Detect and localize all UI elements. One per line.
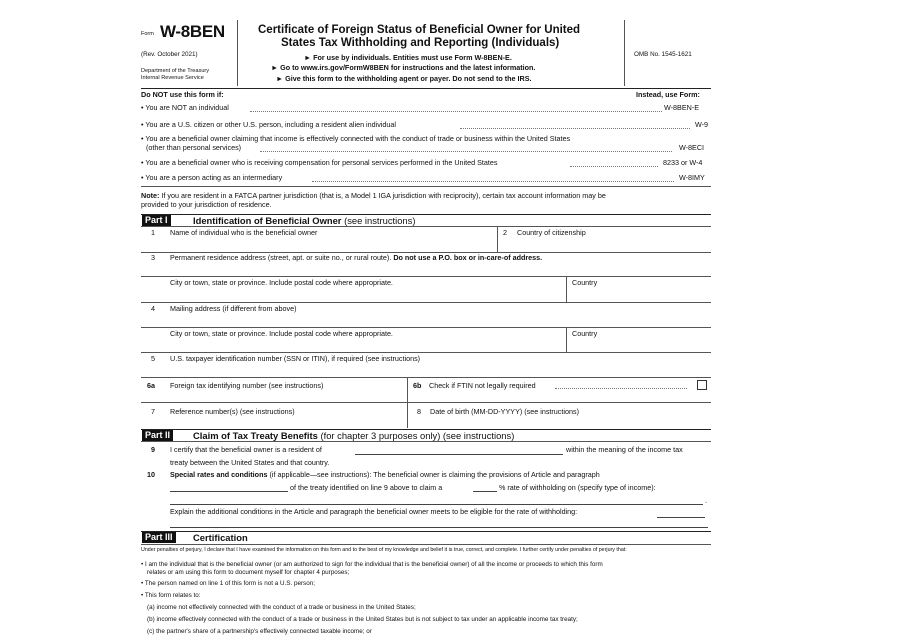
part2-title-text: Claim of Tax Treaty Benefits bbox=[193, 430, 318, 441]
omb-number: OMB No. 1545-1621 bbox=[634, 51, 692, 58]
cert-item-c: (c) the partner's share of a partnership's effectively connected taxable income; or bbox=[147, 628, 372, 635]
perjury-statement: Under penalties of perjury, I declare that I have examined the information on this form and to the best of my knowledge and belief it is true, correct, and complete. I further certify under penalties of perjury that: bbox=[141, 547, 627, 553]
dnu-item-2: • You are a U.S. citizen or other U.S. person, including a resident alien individual bbox=[141, 120, 397, 129]
instruction-1: ► For use by individuals. Entities must use Form W-8BEN-E. bbox=[304, 53, 512, 62]
line6b-label: Check if FTIN not legally required bbox=[429, 381, 536, 390]
line7-label: Reference number(s) (see instructions) bbox=[170, 407, 295, 416]
part1-title bbox=[193, 215, 415, 226]
instruction-2: ► Go to www.irs.gov/FormW8BEN for instructions and the latest information. bbox=[271, 63, 536, 72]
cert-bullet-3: • This form relates to: bbox=[141, 592, 201, 599]
part1-title-text: Identification of Beneficial Owner bbox=[193, 215, 342, 226]
part3-title: Certification bbox=[193, 532, 248, 543]
instead-use-heading: Instead, use Form: bbox=[636, 90, 700, 99]
form-title-line1: Certificate of Foreign Status of Beneficial Owner for United bbox=[258, 24, 581, 36]
line10-income-type-field[interactable] bbox=[170, 504, 703, 505]
line10-text-b: of the treaty identified on line 9 above to claim a bbox=[290, 483, 443, 492]
line6a-label: Foreign tax identifying number (see instructions) bbox=[170, 381, 324, 390]
line10-explain: Explain the additional conditions in the Article and paragraph the beneficial owner meets to be eligible for the rate of withholding: bbox=[170, 507, 578, 516]
part2-title-suffix: (for chapter 3 purposes only) (see instructions) bbox=[317, 430, 515, 441]
cert-bullet-2: • The person named on line 1 of this form is not a U.S. person; bbox=[141, 580, 315, 587]
line3-number: 3 bbox=[151, 253, 155, 262]
dnu-form-5: W-8IMY bbox=[679, 173, 705, 182]
form-title-line2: States Tax Withholding and Reporting (Individuals) bbox=[281, 37, 560, 49]
line1-number: 1 bbox=[151, 228, 155, 237]
cert-bullet-1-cont: relates or am using this form to document myself for chapter 4 purposes; bbox=[147, 569, 350, 576]
line8-label: Date of birth (MM-DD-YYYY) (see instructions) bbox=[430, 407, 579, 416]
note-text: If you are resident in a FATCA partner jurisdiction (that is, a Model 1 IGA jurisdiction with reciprocity), certain tax account information may be bbox=[159, 191, 606, 200]
line10-bold-text: Special rates and conditions bbox=[170, 470, 268, 479]
line5-label: U.S. taxpayer identification number (SSN or ITIN), if required (see instructions) bbox=[170, 354, 421, 363]
dnu-item-3-cont: (other than personal services) bbox=[146, 143, 242, 152]
line4-country-label: Country bbox=[572, 329, 598, 338]
part2-label: Part II bbox=[142, 430, 173, 441]
line6a-number: 6a bbox=[147, 381, 155, 390]
form-number: W-8BEN bbox=[160, 22, 225, 41]
line4-number: 4 bbox=[151, 304, 155, 313]
line9-text-c: treaty between the United States and that country. bbox=[170, 458, 330, 467]
fatca-note bbox=[141, 191, 606, 200]
line8-number: 8 bbox=[417, 407, 421, 416]
dnu-item-1: • You are NOT an individual bbox=[141, 103, 229, 112]
line2-label: Country of citizenship bbox=[517, 228, 586, 237]
line3-country-label: Country bbox=[572, 278, 598, 287]
line9-label: I certify that the beneficial owner is a resident of bbox=[170, 445, 322, 454]
line9-number: 9 bbox=[151, 445, 155, 454]
form-word: Form bbox=[141, 31, 154, 37]
cert-item-b: (b) income effectively connected with the conduct of a trade or business in the United States but is not subject to tax under an applicable income tax treaty; bbox=[147, 616, 578, 623]
dnu-form-1: W-8BEN-E bbox=[664, 103, 700, 112]
line5-number: 5 bbox=[151, 354, 155, 363]
line10-text-c: % rate of withholding on (specify type of income): bbox=[499, 483, 656, 492]
line9-country-field[interactable] bbox=[355, 454, 563, 455]
line3-label bbox=[170, 253, 542, 262]
instruction-3: ► Give this form to the withholding agent or payer. Do not send to the IRS. bbox=[276, 74, 532, 83]
ftin-not-required-checkbox[interactable] bbox=[697, 380, 707, 390]
line7-number: 7 bbox=[151, 407, 155, 416]
line10-explain-field-2[interactable] bbox=[170, 527, 708, 528]
do-not-use-heading: Do NOT use this form if: bbox=[141, 90, 224, 99]
dnu-form-3: W-8ECI bbox=[679, 143, 705, 152]
dnu-form-4: 8233 or W-4 bbox=[663, 158, 703, 167]
note-label: Note: bbox=[141, 191, 160, 200]
department: Department of the Treasury bbox=[141, 68, 210, 74]
revision-date: (Rev. October 2021) bbox=[141, 51, 198, 58]
part1-label: Part I bbox=[142, 215, 171, 226]
line10-article-field[interactable] bbox=[170, 491, 288, 492]
part1-title-suffix: (see instructions) bbox=[341, 215, 416, 226]
irs-name: Internal Revenue Service bbox=[141, 75, 204, 81]
cert-item-a: (a) income not effectively connected with the conduct of a trade or business in the United States; bbox=[147, 604, 416, 611]
line10-text: (if applicable—see instructions): The beneficial owner is claiming the provisions of Article and paragraph bbox=[267, 470, 600, 479]
line4-label: Mailing address (if different from above) bbox=[170, 304, 297, 313]
line6b-number: 6b bbox=[413, 381, 422, 390]
dnu-item-5: • You are a person acting as an intermediary bbox=[141, 173, 283, 182]
line2-number: 2 bbox=[503, 228, 507, 237]
line1-label: Name of individual who is the beneficial owner bbox=[170, 228, 318, 237]
line10-explain-field-1[interactable] bbox=[657, 517, 705, 518]
line4-city-label: City or town, state or province. Include postal code where appropriate. bbox=[170, 329, 393, 338]
line10-period: . bbox=[705, 496, 707, 505]
part3-label: Part III bbox=[142, 532, 176, 543]
dnu-form-2: W-9 bbox=[695, 120, 709, 129]
part2-title bbox=[193, 430, 514, 441]
line10-label bbox=[170, 470, 600, 479]
dnu-item-3: • You are a beneficial owner claiming that income is effectively connected with the conduct of trade or business within the United States bbox=[141, 134, 571, 143]
dnu-item-4: • You are a beneficial owner who is receiving compensation for personal services performed in the United States bbox=[141, 158, 498, 167]
line9-text-b: within the meaning of the income tax bbox=[566, 445, 683, 454]
cert-bullet-1: • I am the individual that is the beneficial owner (or am authorized to sign for the individual that is the beneficial owner) of all the income or proceeds to which this form bbox=[141, 561, 603, 568]
line10-number: 10 bbox=[147, 470, 155, 479]
line3-city-label: City or town, state or province. Include postal code where appropriate. bbox=[170, 278, 393, 287]
fatca-note-cont: provided to your jurisdiction of residence. bbox=[141, 200, 272, 209]
line3-bold-text: Do not use a P.O. box or in-care-of address. bbox=[391, 253, 543, 262]
line10-rate-field[interactable] bbox=[473, 491, 497, 492]
line3-text: Permanent residence address (street, apt. or suite no., or rural route). bbox=[170, 253, 392, 262]
